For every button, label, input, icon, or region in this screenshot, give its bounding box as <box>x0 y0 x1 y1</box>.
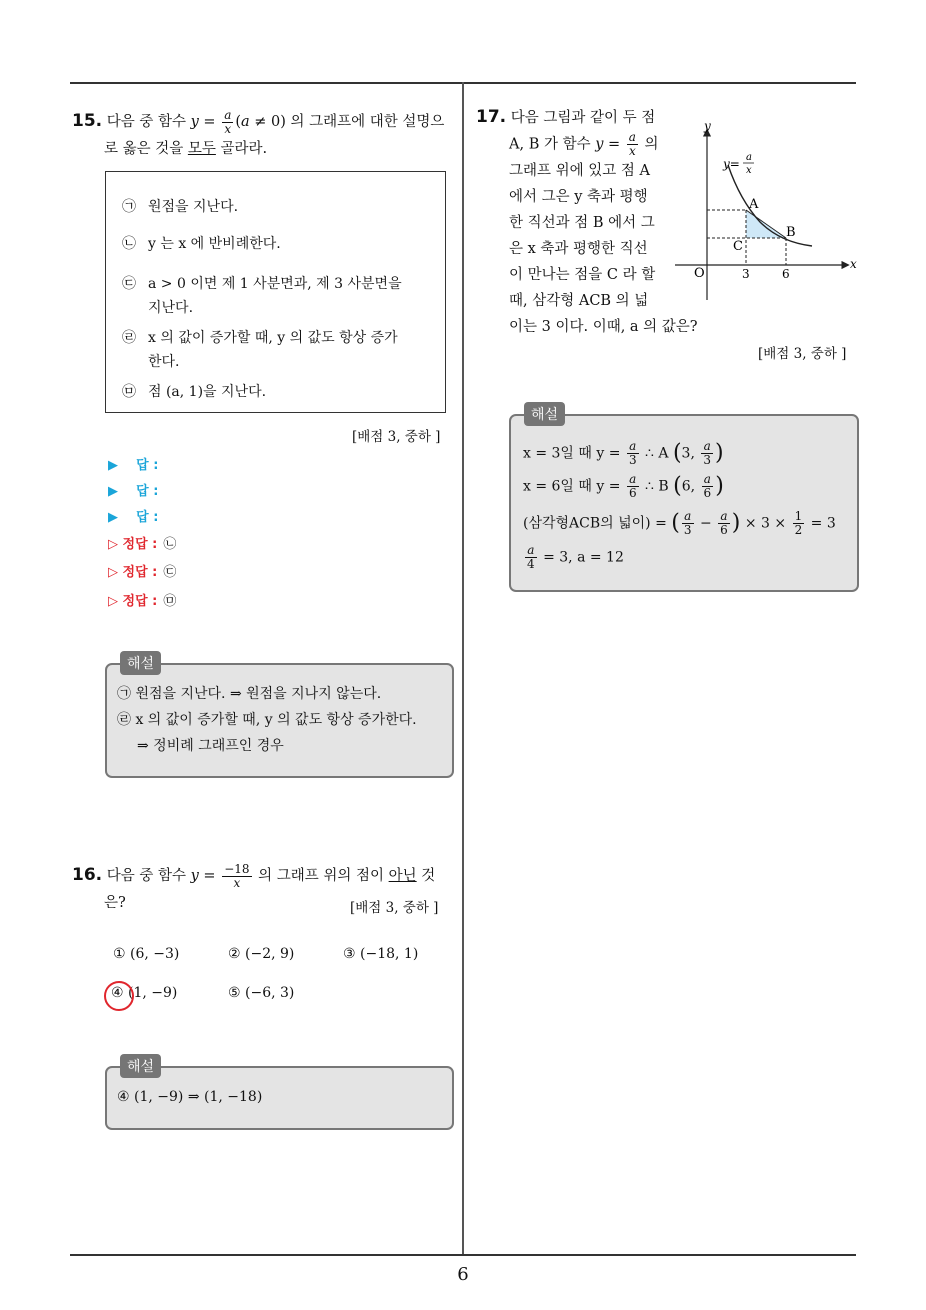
choice-2[interactable]: ② (−2, 9) <box>228 946 295 962</box>
question-text: 다음 그림과 같이 두 점 <box>510 110 656 126</box>
selected-answer-circle <box>104 981 134 1011</box>
solution-line: ㉣ x 의 값이 증가할 때, y 의 값도 항상 증가한다. <box>117 712 417 728</box>
solution-line: x = 3일 때 y = $\frac{a}{3}$ ∴ A (3, $\frac{a}{3}$ ) <box>523 439 724 467</box>
question-text: 때, 삼각형 ACB 의 넓 <box>509 293 649 309</box>
point-b-label: B <box>786 225 796 240</box>
question-text: 것 <box>421 868 436 884</box>
question-number: 17. <box>476 107 507 127</box>
condition-item: ㉡ y 는 x 에 반비례한다. <box>122 236 281 252</box>
correct-answer-row: ▷ 정답 : ㉢ <box>108 565 177 580</box>
column-divider <box>462 82 464 1256</box>
origin-label: O <box>694 266 705 281</box>
question-text: 은 x 축과 평행한 직선 <box>509 241 648 257</box>
answer-row: ▶ 답 : <box>108 510 159 525</box>
question-text: 이는 3 이다. 이때, a 의 값은? <box>509 319 698 335</box>
y-axis-label: y <box>704 119 711 133</box>
solution-line: (삼각형ACB의 넓이) = ( $\frac{a}{3}$ − $\frac{a}{6}$ ) × 3 × $\frac{1}{2}$ = 3 <box>523 509 836 537</box>
question-number: 16. <box>72 865 103 885</box>
x-tick-label: 6 <box>782 267 790 281</box>
question-15: 15. 다음 중 함수 y = $\frac{a}{x}$ (a ≠ 0) 의 그래프에 대한 설명으 로 옳은 것을 모두 골라라. <box>72 107 445 157</box>
solution-line: ㉠ 원점을 지난다. ⇒ 원점을 지나지 않는다. <box>117 686 382 702</box>
curve-label: y= <box>723 157 740 171</box>
question-text: 다음 중 함수 <box>106 868 186 884</box>
score-label: [배점 3, 중하 ] <box>350 900 439 916</box>
solution-line: x = 6일 때 y = $\frac{a}{6}$ ∴ B (6, $\frac{a}{6}$ ) <box>523 472 724 500</box>
choice-3[interactable]: ③ (−18, 1) <box>343 946 419 962</box>
bottom-rule <box>70 1254 856 1256</box>
condition-item: ㉣ x 의 값이 증가할 때, y 의 값도 항상 증가 한다. <box>122 330 398 370</box>
question-text: A, B 가 함수 y = $\frac{a}{x}$ 의 <box>509 130 659 158</box>
choice-4[interactable]: ④ (1, −9) <box>111 985 178 1001</box>
point-a-label: A <box>749 197 759 212</box>
solution-tag: 해설 <box>524 402 565 426</box>
page-number: 6 <box>457 1264 469 1285</box>
question-text: 이 만나는 점을 C 라 할 <box>509 267 656 283</box>
point-c-label: C <box>733 239 743 254</box>
conditions-box <box>105 171 446 413</box>
solution-line: ④ (1, −9) ⇒ (1, −18) <box>117 1089 263 1105</box>
choice-1[interactable]: ① (6, −3) <box>113 946 180 962</box>
solution-line: ⇒ 정비례 그래프인 경우 <box>137 738 284 754</box>
condition-item: ㉤ 점 (a, 1)을 지난다. <box>122 384 267 400</box>
correct-answer-row: ▷ 정답 : ㉤ <box>108 594 177 609</box>
question-text: 의 그래프 위의 점이 <box>258 868 385 884</box>
condition-item: ㉢ a > 0 이면 제 1 사분면과, 제 3 사분면을 지난다. <box>122 276 402 316</box>
solution-tag: 해설 <box>120 651 161 675</box>
question-text: 골라라. <box>220 140 268 157</box>
question-text: 은? <box>104 894 126 911</box>
question-text: 한 직선과 점 B 에서 그 <box>509 215 655 231</box>
condition-item: ㉠ 원점을 지난다. <box>122 199 239 215</box>
question-number: 15. <box>72 111 103 131</box>
question-16: 16. 다음 중 함수 y = $\frac{-18}{x}$ 의 그래프 위의 점이 아닌 것 은? <box>72 861 436 911</box>
score-label: [배점 3, 중하 ] <box>352 429 441 445</box>
curve-fraction-num: a <box>746 152 752 163</box>
question-text: 로 옳은 것을 <box>104 140 184 157</box>
curve-fraction-den: x <box>746 165 752 176</box>
score-label: [배점 3, 중하 ] <box>758 346 847 362</box>
question-text: 에서 그은 y 축과 평행 <box>509 189 648 205</box>
answer-row: ▶ 답 : <box>108 484 159 499</box>
fraction-a-over-x: $\frac{a}{x}$ <box>224 107 232 136</box>
question-text: 의 그래프에 대한 설명으 <box>290 114 445 130</box>
correct-answer-row: ▷ 정답 : ㉡ <box>108 537 177 552</box>
solution-tag: 해설 <box>120 1054 161 1078</box>
question-text: 다음 중 함수 <box>106 114 186 130</box>
question-17 <box>476 104 676 131</box>
question-text: 그래프 위에 있고 점 A <box>509 163 650 179</box>
choice-5[interactable]: ⑤ (−6, 3) <box>228 985 295 1001</box>
fraction-minus18-over-x: $\frac{-18}{x}$ <box>224 861 250 890</box>
underlined-word: 모두 <box>187 140 216 157</box>
graph-figure <box>670 110 860 305</box>
solution-box <box>509 414 859 592</box>
underlined-word: 아닌 <box>388 868 417 884</box>
x-tick-label: 3 <box>742 267 750 281</box>
x-axis-label: x <box>850 257 857 271</box>
solution-box <box>105 663 454 778</box>
solution-line: $\frac{a}{4}$ = 3, a = 12 <box>527 543 624 571</box>
answer-row: ▶ 답 : <box>108 458 159 473</box>
